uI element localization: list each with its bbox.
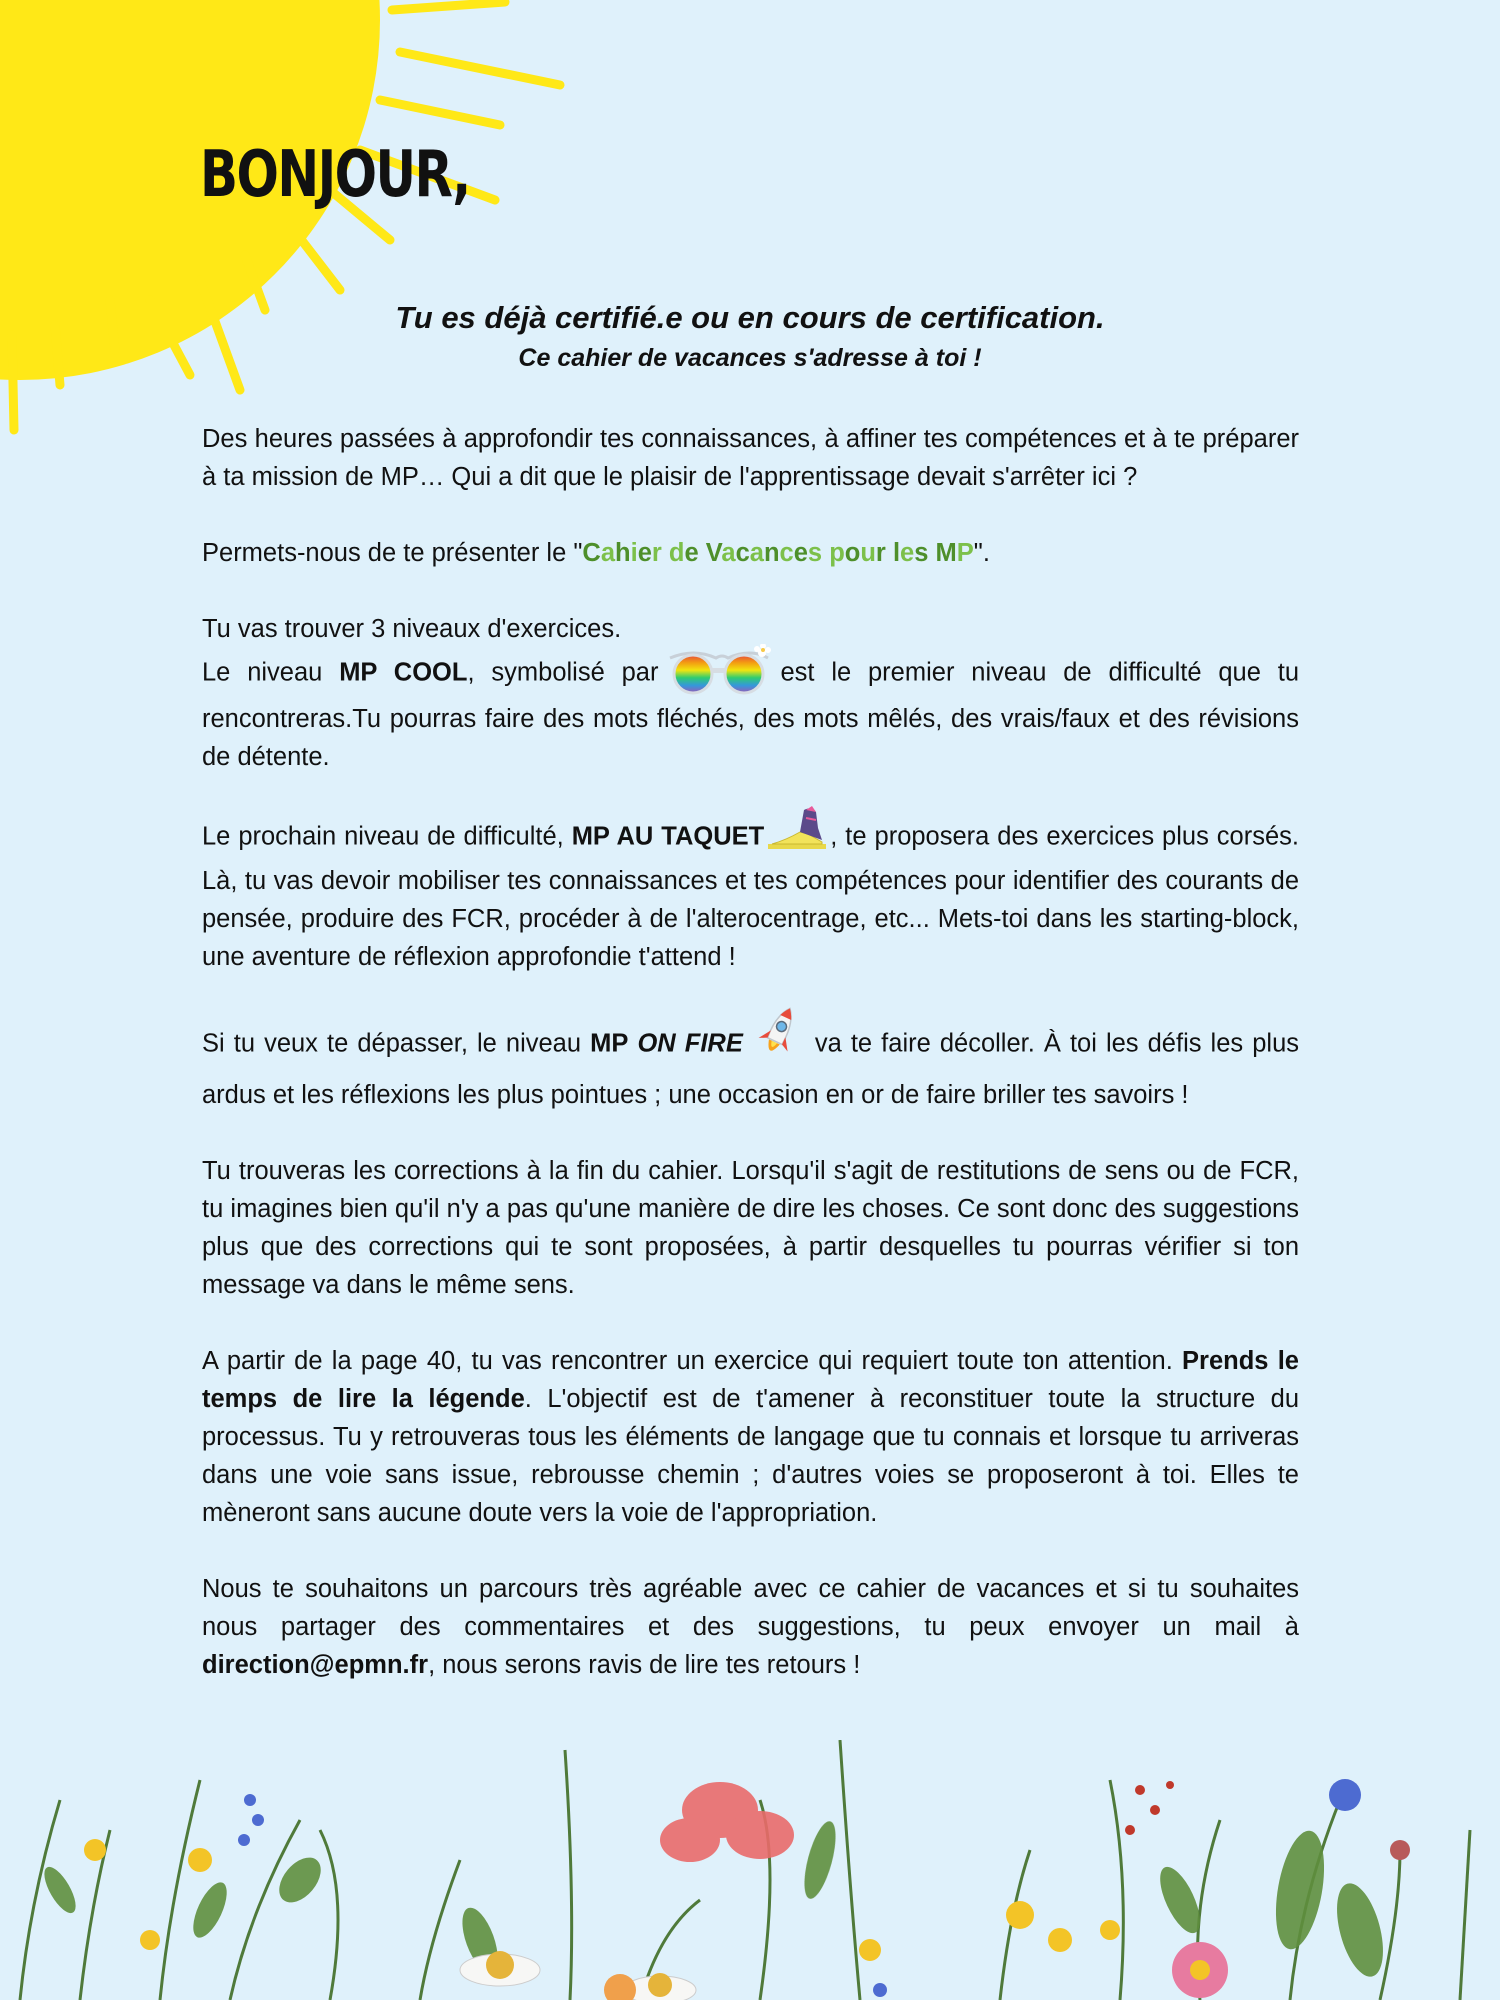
paragraph-7-after: . L'objectif est de t'amener à reconstituer toute la structure du processus. Tu y retrouveras tous les éléments de langage que tu connais et lorsque tu arriveras dans une voie sans issue, rebrousse chemin ; d'autres voies se proposeront à toi. Elles te mèneront sans aucune doute vers la voie de l'appropriation. [202,1385,1300,1527]
paragraph-3 [202,610,1299,776]
paragraph-7-before: A partir de la page 40, tu vas rencontrer un exercice qui requiert toute ton attention. [202,1347,1183,1375]
paragraph-8-after: , nous serons ravis de lire tes retours ! [428,1651,861,1679]
running-shoe-icon [766,804,828,852]
body-text [202,420,1299,1722]
paragraph-3-after: est le premier niveau de difficulté que tu rencontreras.Tu pourras faire des mots fléchés, des mots mêlés, des vrais/faux et des révisions de détente. [202,658,1300,771]
paragraph-2-after: ". [973,539,990,567]
rocket-icon [751,1002,807,1064]
paragraph-6: Tu trouveras les corrections à la fin du cahier. Lorsqu'il s'agit de restitutions de sens ou de FCR, tu imagines bien qu'il n'y a pas qu'une manière de dire les choses. Ce sont donc des suggestions plus que des corrections qui te sont proposées, à partir desquelles tu pourras vérifier si ton message va dans le même sens. [202,1157,1299,1299]
paragraph-8-before: Nous te souhaitons un parcours très agréable avec ce cahier de vacances et si tu souhaites nous partager des commentaires et des suggestions, tu peux envoyer un mail à [202,1575,1299,1641]
paragraph-4 [202,814,1299,976]
sun-illustration [0,0,580,440]
paragraph-8 [202,1570,1299,1684]
intro-block [200,300,1300,373]
paragraph-4-after: , te proposera des exercices plus corsés. Là, tu vas devoir mobiliser tes connaissances et tes compétences pour identifier des courants de pensée, produire des FCR, procéder à de l'alterocentrage, etc... Mets-toi dans les starting-block, une aventure de réflexion approfondie t'attend ! [202,822,1299,971]
rainbow-sunglasses-icon [664,644,774,696]
paragraph-3-before: Le niveau [202,658,340,687]
paragraph-3-line1: Tu vas trouver 3 niveaux d'exercices. [202,615,622,643]
intro-subheadline: Ce cahier de vacances s'adresse à toi ! [518,344,982,372]
paragraph-2-before: Permets-nous de te présenter le " [202,539,583,567]
paragraph-5-after: va te faire décoller. À toi les défis les plus ardus et les réflexions les plus pointues ; une occasion en or de faire briller tes savoirs ! [202,1029,1300,1109]
contact-email[interactable]: direction@epmn.fr [202,1651,429,1679]
cahier-name: Cahier de Vacances pour les MP [582,539,974,567]
paragraph-3-mid: , symbolisé par [467,658,659,687]
level-on-fire: ON FIRE [637,1029,743,1058]
paragraph-5-before: Si tu veux te dépasser, le niveau [202,1029,591,1058]
paragraph-7-emphasis: Prends le temps de lire la légende [202,1347,1299,1413]
level-mp-au-taquet: MP AU TAQUET [571,822,765,851]
paragraph-4-before: Le prochain niveau de difficulté, [202,822,572,851]
paragraph-2 [202,534,1299,572]
intro-headline: Tu es déjà certifié.e ou en cours de certification. [395,300,1105,335]
paragraph-1: Des heures passées à approfondir tes connaissances, à affiner tes compétences et à te préparer à ta mission de MP… Qui a dit que le plaisir de l'apprentissage devait s'arrêter ici ? [202,425,1299,491]
level-mp: MP [590,1029,629,1058]
wildflowers-illustration [0,1740,1500,2000]
page-title: BONJOUR, [200,138,470,212]
paragraph-7 [202,1342,1299,1532]
level-mp-cool: MP COOL [339,658,468,687]
paragraph-5 [202,1014,1299,1114]
